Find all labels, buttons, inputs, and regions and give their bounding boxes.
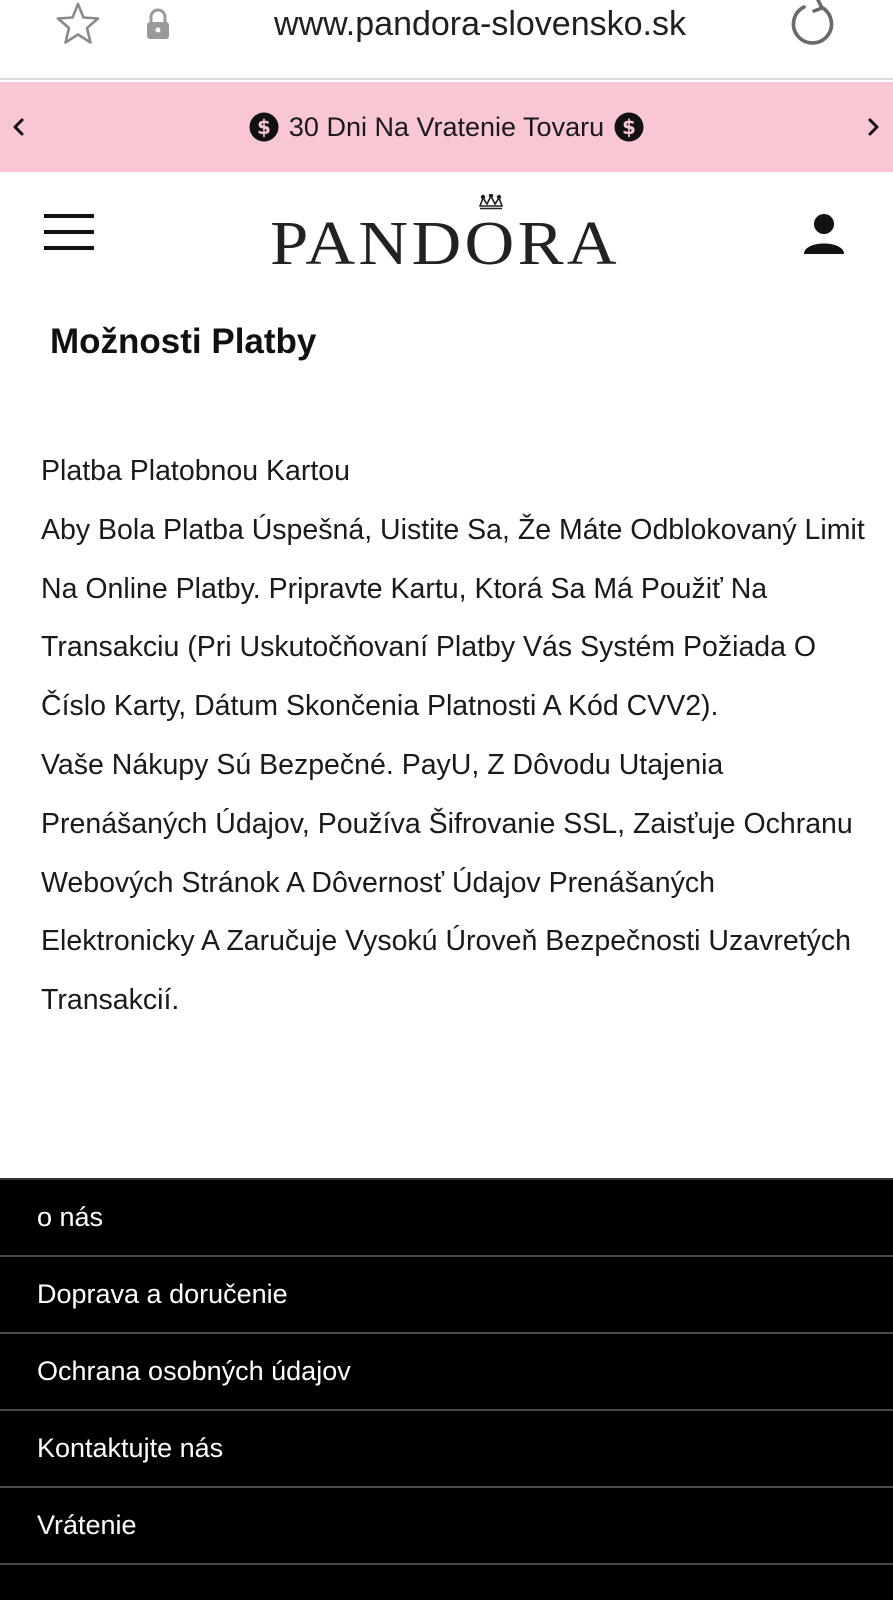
- footer-link-about[interactable]: o nás: [0, 1180, 893, 1257]
- promo-banner: [0, 82, 893, 172]
- lock-icon: [144, 8, 172, 40]
- promo-text: 30 Dni Na Vratenie Tovaru: [288, 111, 605, 142]
- logo-text: PANDORA: [270, 210, 620, 274]
- pandora-logo[interactable]: [270, 194, 620, 274]
- svg-text:$: $: [256, 115, 271, 139]
- footer-link-shipping[interactable]: Doprava a doručenie: [0, 1257, 893, 1334]
- dollar-coin-icon: [249, 112, 279, 142]
- browser-address-bar: [0, 0, 893, 80]
- paragraph-card-payment: Platba Platobnou Kartou: [41, 455, 350, 487]
- paragraph-security: Vaše Nákupy Sú Bezpečné. PayU, Z Dôvodu Utajenia Prenášaných Údajov, Používa Šifrovanie SSL, Zaisťuje Ochranu Webových Stránok A Dôvernosť Údajov Prenášaných Elektronicky A Zaručuje Vysokú Úroveň Bezpečnosti Uzavretých Transakcií.: [41, 748, 853, 1017]
- url-text[interactable]: www.pandora-slovensko.sk: [274, 5, 686, 43]
- page-title: Možnosti Platby: [50, 322, 317, 361]
- footer-link-returns[interactable]: Vrátenie: [0, 1488, 893, 1565]
- payment-info-text: [41, 442, 871, 1030]
- user-icon[interactable]: [802, 212, 846, 256]
- svg-text:$: $: [622, 115, 637, 139]
- site-header: [0, 172, 893, 292]
- promo-content: [0, 82, 893, 172]
- paragraph-card-instructions: Aby Bola Platba Úspešná, Uistite Sa, Že Máte Odblokovaný Limit Na Online Platby. Pripravte Kartu, Ktorá Sa Má Použiť Na Transakciu (Pri Uskutočňovaní Platby Vás Systém Požiada O Číslo Karty, Dátum Skončenia Platnosti A Kód CVV2).: [41, 513, 865, 723]
- footer-link-contact[interactable]: Kontaktujte nás: [0, 1411, 893, 1488]
- footer-nav: [0, 1178, 893, 1600]
- hamburger-menu-icon[interactable]: [44, 214, 94, 250]
- dollar-coin-icon: [614, 112, 644, 142]
- footer-link-privacy[interactable]: Ochrana osobných údajov: [0, 1334, 893, 1411]
- chevron-right-icon[interactable]: [862, 109, 886, 145]
- star-icon[interactable]: [54, 0, 102, 48]
- reload-icon[interactable]: [788, 0, 836, 48]
- crown-icon: [480, 194, 502, 208]
